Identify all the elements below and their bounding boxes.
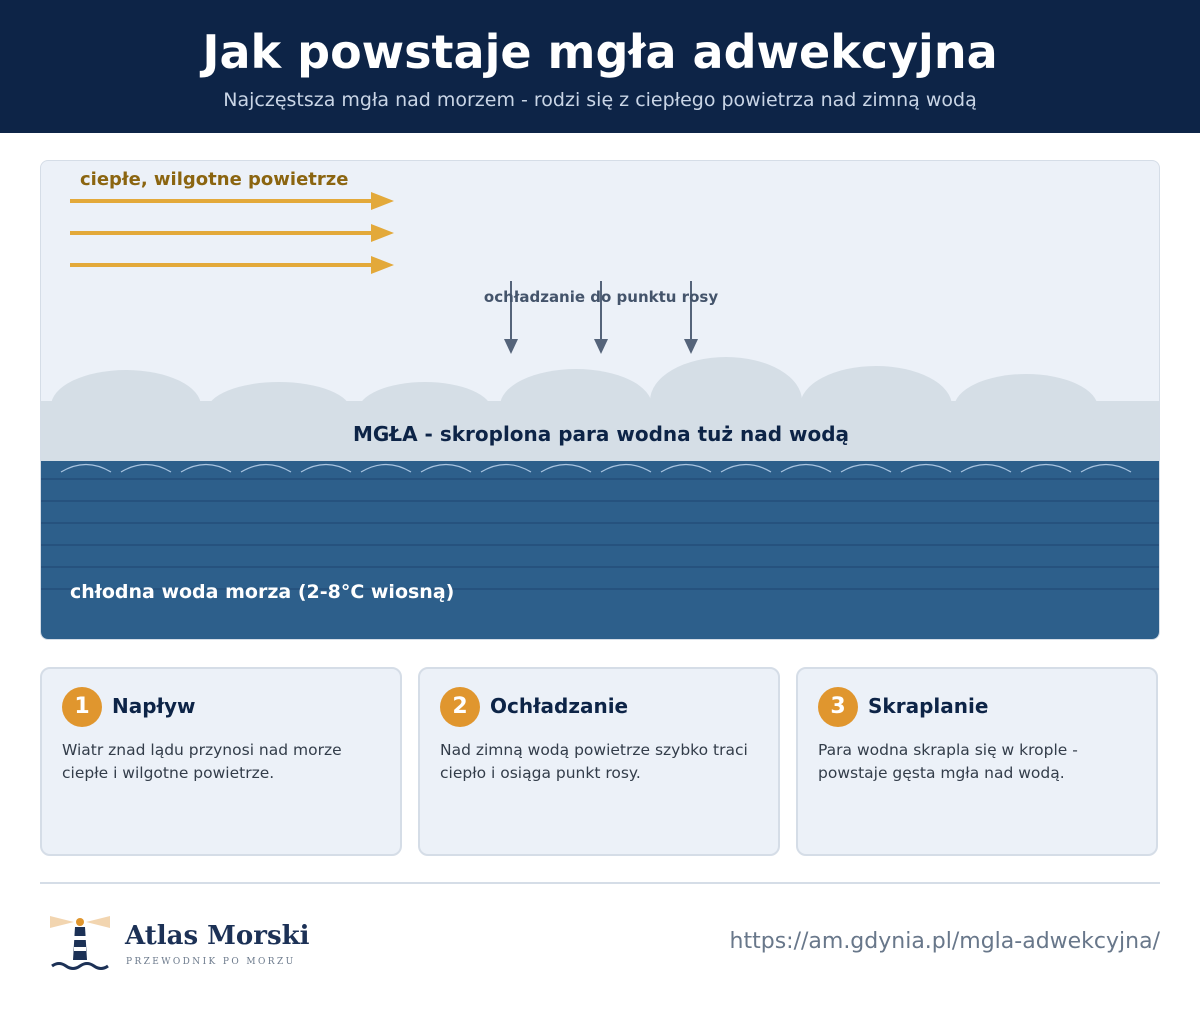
step-title: Ochładzanie [490,694,629,718]
step-number-badge: 1 [62,687,102,727]
header [0,0,1200,133]
brand-name: Atlas Morski [125,921,310,951]
cooling-label: ochładzanie do punktu rosy [483,288,719,306]
page-subtitle: Najczęstsza mgła nad morzem - rodzi się z ciepłego powietrza nad zimną wodą [223,89,977,111]
step-card-2 [418,667,780,856]
step-title: Skraplanie [868,694,989,718]
warm-air-arrows [70,192,394,274]
fog-diagram [40,160,1160,640]
water-label: chłodna woda morza (2-8°C wiosną) [70,581,455,603]
step-title: Napływ [112,694,196,718]
diagram-illustration [41,161,1160,640]
step-number-badge: 3 [818,687,858,727]
step-number-badge: 2 [440,687,480,727]
step-card-3 [796,667,1158,856]
fog-label: MGŁA - skroplona para wodna tuż nad wodą [352,422,850,446]
step-card-1 [40,667,402,856]
step-description: Wiatr znad lądu przynosi nad morze ciepłe i wilgotne powietrze. [62,741,342,782]
step-description: Nad zimną wodą powietrze szybko traci ciepło i osiąga punkt rosy. [440,741,748,782]
warm-air-arrow-2 [70,224,394,242]
source-url[interactable]: https://am.gdynia.pl/mgla-adwekcyjna/ [729,929,1160,954]
warm-air-arrow-3 [70,256,394,274]
warm-air-arrow-1 [70,192,394,210]
footer-divider [40,882,1160,884]
step-description: Para wodna skrapla się w krople - powstaje gęsta mgła nad wodą. [818,741,1078,782]
warm-air-label: ciepłe, wilgotne powietrze [80,169,349,190]
page-title: Jak powstaje mgła adwekcyjna [202,25,998,79]
brand-tagline: PRZEWODNIK PO MORZU [126,957,296,967]
sea-water [41,461,1160,640]
